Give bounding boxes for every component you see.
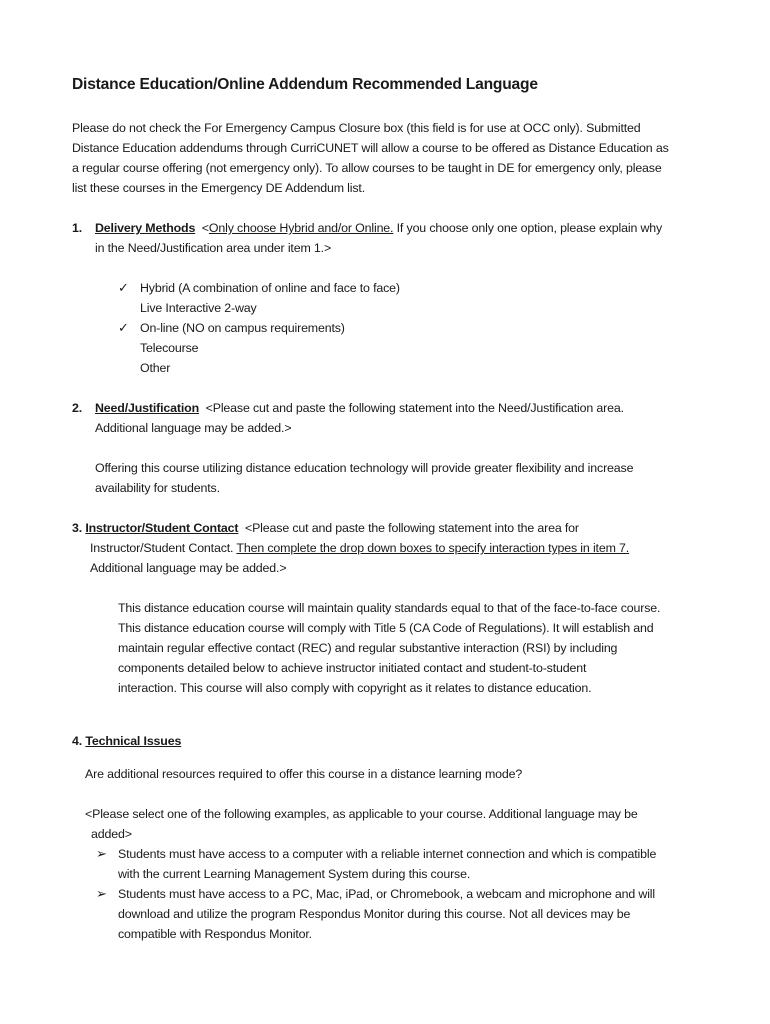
- instruction-text: <Please cut and paste the following statement into the Need/Justification area.: [205, 401, 624, 415]
- section-heading: Need/Justification: [95, 401, 200, 415]
- section-heading: Technical Issues: [85, 734, 182, 748]
- instruction-line: added>: [91, 827, 132, 841]
- bullet-line: download and utilize the program Respondus Monitor during this course. Not all devices may be: [118, 907, 631, 921]
- section-3-line: [72, 518, 579, 538]
- intro-line: Please do not check the For Emergency Campus Closure box (this field is for use at OCC only). Submitted: [72, 121, 641, 135]
- section-number: 2.: [72, 401, 83, 415]
- arrow-bullet-icon: ➢: [96, 886, 107, 901]
- statement-line: maintain regular effective contact (REC) and regular substantive interaction (RSI) by including: [118, 641, 618, 655]
- instruction-text: If you choose only one option, please explain why: [396, 221, 663, 235]
- page-title: Distance Education/Online Addendum Recommended Language: [72, 76, 538, 93]
- section-heading: Instructor/Student Contact: [85, 521, 239, 535]
- option-item: Hybrid (A combination of online and face to face): [140, 281, 400, 295]
- instruction-text: <: [201, 221, 209, 235]
- bullet-line: Students must have access to a PC, Mac, iPad, or Chromebook, a webcam and microphone and will: [118, 887, 656, 901]
- checkmark-icon: ✓: [118, 320, 129, 335]
- option-item: Other: [140, 361, 171, 375]
- section-number: 3.: [72, 521, 83, 535]
- section-number: 1.: [72, 221, 83, 235]
- instruction-text: <Please cut and paste the following statement into the area for: [244, 521, 579, 535]
- underlined-instruction: Only choose Hybrid and/or Online.: [208, 221, 394, 235]
- option-item: Live Interactive 2-way: [140, 301, 257, 315]
- statement-line: This distance education course will maintain quality standards equal to that of the face-to-face course.: [118, 601, 661, 615]
- statement-line: availability for students.: [95, 481, 220, 495]
- statement-line: Offering this course utilizing distance education technology will provide greater flexibility and increase: [95, 461, 634, 475]
- instruction-line: in the Need/Justification area under item 1.>: [95, 241, 332, 255]
- instruction-text: Instructor/Student Contact.: [90, 541, 234, 555]
- section-4-line: [72, 731, 181, 751]
- intro-line: Distance Education addendums through CurriCUNET will allow a course to be offered as Distance Education as: [72, 141, 669, 155]
- instruction-line: Additional language may be added.>: [90, 561, 287, 575]
- option-item: On-line (NO on campus requirements): [140, 321, 345, 335]
- section-2-line: [95, 398, 624, 418]
- arrow-bullet-icon: ➢: [96, 846, 107, 861]
- section-1-line: [95, 218, 662, 238]
- intro-line: a regular course offering (not emergency only). To allow courses to be taught in DE for emergency only, please: [72, 161, 662, 175]
- bullet-line: with the current Learning Management System during this course.: [118, 867, 471, 881]
- checkmark-icon: ✓: [118, 280, 129, 295]
- statement-line: interaction. This course will also comply with copyright as it relates to distance education.: [118, 681, 592, 695]
- statement-line: This distance education course will comply with Title 5 (CA Code of Regulations). It will establish and: [118, 621, 654, 635]
- section-heading: Delivery Methods: [95, 221, 196, 235]
- bullet-line: Students must have access to a computer with a reliable internet connection and which is compatible: [118, 847, 657, 861]
- section-number: 4.: [72, 734, 83, 748]
- question-text: Are additional resources required to offer this course in a distance learning mode?: [85, 767, 523, 781]
- option-item: Telecourse: [140, 341, 199, 355]
- statement-line: components detailed below to achieve instructor initiated contact and student-to-student: [118, 661, 587, 675]
- intro-line: list these courses in the Emergency DE Addendum list.: [72, 181, 366, 195]
- instruction-line: Additional language may be added.>: [95, 421, 292, 435]
- section-3-line-2: [90, 538, 629, 558]
- bullet-line: compatible with Respondus Monitor.: [118, 927, 312, 941]
- underlined-instruction: Then complete the drop down boxes to specify interaction types in item 7.: [236, 541, 630, 555]
- instruction-line: <Please select one of the following examples, as applicable to your course. Additional language may be: [85, 807, 638, 821]
